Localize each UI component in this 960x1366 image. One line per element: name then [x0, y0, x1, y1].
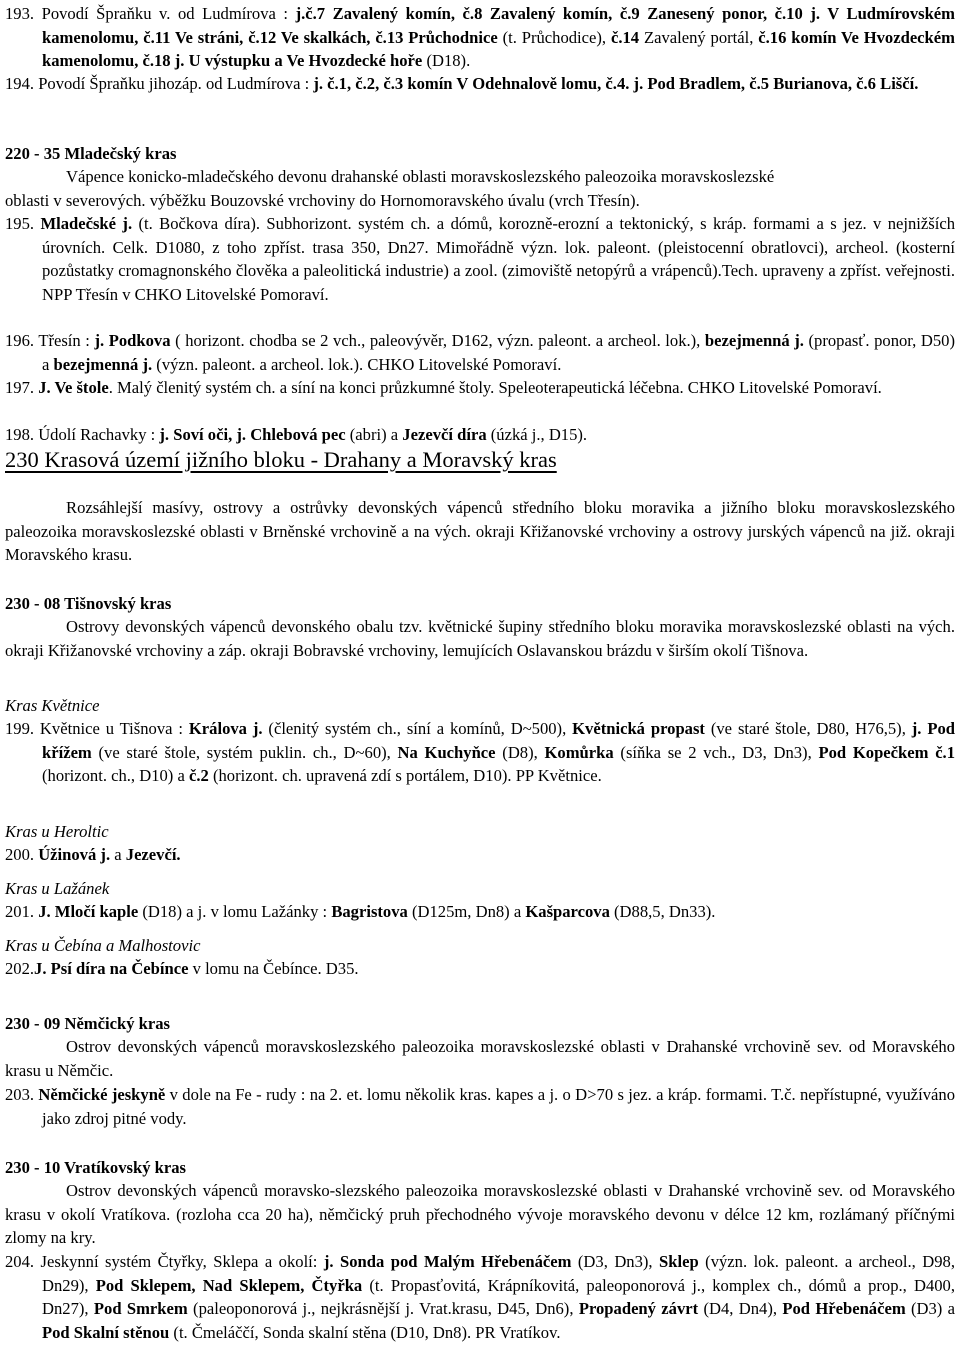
bold-text: j.č.7 Zavalený komín, č.8 Zavalený komín, č.9 Zanesený ponor, č.10 j. V Ludmírovském kamenolomu, č.11 Ve stráni, č.12 Ve skalkách, č.13 Průchodnice — [42, 4, 955, 47]
text: (abri) a — [345, 425, 403, 444]
bold-text: Mladečské j. — [40, 214, 133, 233]
text: (horizont. ch., D10) a — [42, 766, 189, 785]
text: (síňka se 2 vch., D3, Dn3), — [613, 742, 819, 762]
text: (D18). — [422, 51, 471, 70]
region-description-cont — [5, 189, 955, 213]
area-heading — [5, 694, 955, 718]
bold-text: Němčické jeskyně — [38, 1085, 166, 1104]
entry-198 — [5, 423, 955, 447]
text: Kras Květnice — [5, 696, 100, 715]
text: (D8), — [495, 742, 545, 762]
bold-text: 230 - 09 Němčický kras — [5, 1014, 170, 1033]
bold-text: bezejmenná j. — [53, 354, 153, 374]
text: 200. — [5, 845, 39, 864]
bold-text: bezejmenná j. — [704, 331, 804, 350]
bold-text: Propadený závrt — [578, 1299, 699, 1318]
bold-text: j. Podkova — [94, 331, 171, 350]
text: (D88,5, Dn33). — [609, 902, 716, 921]
region-description — [5, 615, 955, 662]
entry-200 — [5, 843, 955, 867]
bold-text: Sklep — [659, 1252, 699, 1271]
text: (význ. paleont. a archeol. lok.). CHKO Litovelské Pomoraví. — [152, 354, 562, 374]
bold-text: Pod Skalní stěnou — [42, 1322, 170, 1342]
text: Vápence konicko-mladečského devonu drahanské oblasti moravskoslezského paleozoika moravskoslezské — [66, 167, 775, 186]
region-description — [5, 165, 955, 189]
text: a — [110, 845, 126, 864]
bold-text: 230 - 10 Vratíkovský kras — [5, 1158, 187, 1177]
bold-text: j. Soví oči, j. Chlebová pec — [159, 425, 346, 444]
entry-204 — [5, 1250, 955, 1344]
area-heading — [5, 820, 955, 844]
text: (D125m, Dn8) a — [407, 902, 526, 921]
bold-text: Králova j. — [188, 719, 263, 738]
text: (D3, Dn3), — [571, 1252, 660, 1271]
bold-text: J. Psí díra na Čebínce — [34, 959, 189, 978]
region-heading — [5, 592, 955, 616]
text: (t. Čmeláččí, Sonda skalní stěna (D10, Dn8). PR Vratíkov. — [169, 1322, 561, 1342]
text: 204. Jeskynní systém Čtyřky, Sklepa a okolí: — [5, 1252, 324, 1271]
text: Ostrov devonských vápenců moravskoslezského paleozoika moravskoslezské oblasti v Drahanské vrchovině sev. od Moravského krasu u Němčic. — [5, 1037, 955, 1080]
entry-197 — [5, 376, 955, 400]
text: 203. — [5, 1085, 39, 1104]
text: oblasti v severových. výběžku Bouzovské vrchoviny do Hornomoravského úvalu (vrch Třesín). — [5, 191, 640, 210]
bold-text: j. Sonda pod Malým Hřebenáčem — [323, 1252, 572, 1271]
entry-199 — [5, 717, 955, 788]
section-title — [5, 446, 955, 474]
text: 196. Třesín : — [5, 331, 95, 350]
text: Kras u Čebína a Malhostovic — [5, 936, 201, 955]
text: v lomu na Čebínce. D35. — [188, 959, 359, 978]
text: 194. Povodí Špraňku jihozáp. od Ludmírova : — [5, 74, 314, 93]
text: Zavalený portál, — [639, 27, 759, 47]
text: Rozsáhlejší masívy, ostrovy a ostrůvky devonských vápenců středního bloku moravika a jižního bloku moravskoslezského paleozoika moravskoslezské oblasti v Brněnské vrchovině a na vých. okraji Křižanovské vrchoviny a ostrovy jurských vápenců na již. okraji Moravského krasu. — [5, 498, 955, 564]
text: ( horizont. chodba se 2 vch., paleovývěr, D162, význ. paleont. a archeol. lok.), — [170, 331, 705, 350]
section-intro — [5, 496, 955, 567]
bold-text: Úžinová j. — [38, 845, 111, 864]
text: (propasť. ponor, D50) a — [42, 331, 955, 374]
text: Ostrovy devonských vápenců devonského obalu tzv. květnické šupiny středního bloku moravika moravskoslezské oblasti na vých. okraji Křižanovské vrchoviny a záp. okraji Bobravské vrchoviny, lemujících Oslavanskou brázdu v širším okolí Tišnova. — [5, 617, 955, 660]
text: v dole na Fe - rudy : na 2. et. lomu několik kras. kapes a j. o D>70 s jez. a kráp. formami. T.č. nepřístupné, využíváno jako zdroj pitné vody. — [42, 1085, 955, 1128]
text: (význ. lok. paleont. a archeol., D98, Dn29), — [42, 1252, 955, 1295]
text: 198. Údolí Rachavky : — [5, 425, 160, 444]
bold-text: J. Mločí kaple — [38, 902, 139, 921]
bold-text: j. Pod křížem — [42, 719, 955, 762]
text: (ve staré štole, D80, H76,5), — [704, 719, 912, 738]
text: 230 Krasová území jižního bloku - Drahany a Moravský kras — [5, 447, 557, 472]
text: 202. — [5, 959, 35, 978]
region-heading — [5, 142, 955, 166]
entry-195 — [5, 212, 955, 306]
entry-201 — [5, 900, 955, 924]
text: (horizont. ch. upravená zdí s portálem, D10). PP Květnice. — [208, 766, 602, 785]
area-heading — [5, 934, 955, 958]
entry-196 — [5, 329, 955, 376]
region-heading — [5, 1156, 955, 1180]
region-description — [5, 1179, 955, 1250]
region-description — [5, 1035, 955, 1082]
text: (úzká j., D15). — [486, 425, 588, 444]
bold-text: 220 - 35 Mladečský kras — [5, 144, 177, 163]
bold-text: Pod Hřebenáčem — [782, 1299, 906, 1318]
text: . Malý členitý systém ch. a síní na konci průzkumné štoly. Speleoterapeutická léčebna. CHKO Litovelské Pomoraví. — [108, 378, 882, 397]
bold-text: Na Kuchyňce — [397, 742, 496, 762]
text: (paleoponorová j., nejkrásnější j. Vrat.krasu, D45, Dn6), — [187, 1299, 579, 1318]
bold-text: Květnická propast — [572, 719, 705, 738]
bold-text: Jezevčí díra — [402, 425, 487, 444]
area-heading — [5, 877, 955, 901]
text: (D3) a — [905, 1299, 956, 1318]
text: 197. — [5, 378, 39, 397]
text: Kras u Heroltic — [5, 822, 109, 841]
bold-text: Komůrka — [544, 742, 614, 762]
text: (D4, Dn4), — [698, 1299, 783, 1318]
text: (D18) a j. v lomu Lažánky : — [138, 902, 332, 921]
text: 193. Povodí Špraňku v. od Ludmírova : — [5, 4, 296, 23]
entry-202 — [5, 957, 955, 981]
bold-text: Pod Smrkem — [93, 1299, 188, 1318]
text: 199. Květnice u Tišnova : — [5, 719, 189, 738]
bold-text: Bagristova — [331, 902, 408, 921]
region-heading — [5, 1012, 955, 1036]
bold-text: Pod Kopečkem č.1 — [818, 742, 955, 762]
bold-text: 230 - 08 Tišnovský kras — [5, 594, 172, 613]
bold-text: J. Ve štole — [38, 378, 109, 397]
entry-194 — [5, 72, 955, 96]
bold-text: č.16 komín Ve Hvozdeckém kamenolomu, č.18 j. U výstupku a Ve Hvozdecké hoře — [42, 27, 955, 70]
text: Kras u Lažánek — [5, 879, 110, 898]
bold-text: č.14 — [610, 27, 640, 47]
bold-text: č.2 — [189, 766, 209, 785]
text: (ve staré štole, systém puklin. ch., D~60), — [91, 742, 398, 762]
text: 201. — [5, 902, 39, 921]
bold-text: Jezevčí. — [125, 845, 181, 864]
entry-203 — [5, 1083, 955, 1130]
text: 195. — [5, 214, 41, 233]
text: (t. Propasťovitá, Krápníkovitá, paleoponorová j., komplex ch., dómů a prop., D400, Dn27), — [42, 1275, 955, 1318]
text: (t. Bočkova díra). Subhorizont. systém ch. a dómů, korozně-erozní a tektonický, s kráp. formami a s jez. v nejnižších úrovních. Celk. D1080, z toho zpříst. trasa 350, Dn27. Mimořádně význ. lok. paleont. (pleistocenní obratlovci), archeol. (kosterní pozůstatky cromagnonského člověka a paleolitická industrie) a zool. (zimoviště netopýrů a vrápenců).Tech. upraveny a zpříst. veřejnosti. NPP Třesín v CHKO Litovelské Pomoraví. — [42, 214, 955, 304]
text: (t. Průchodice), — [497, 27, 611, 47]
text: (členitý systém ch., síní a komínů, D~500), — [262, 719, 573, 738]
entry-193 — [5, 2, 955, 73]
text: Ostrov devonských vápenců moravsko-slezského paleozoika moravskoslezské oblasti v Drahanské vrchovině sev. od Moravského krasu v okolí Vratíkova. (rozloha cca 20 ha), němčický pruh přechodného vývoje moravského devonu v délce 12 km, rozlámaný příčnými zlomy na kry. — [5, 1181, 955, 1247]
bold-text: Pod Sklepem, Nad Sklepem, Čtyřka — [95, 1275, 363, 1295]
bold-text: Kašparcova — [525, 902, 610, 921]
bold-text: j. č.1, č.2, č.3 komín V Odehnalově lomu, č.4. j. Pod Bradlem, č.5 Burianova, č.6 Liščí. — [313, 74, 919, 93]
